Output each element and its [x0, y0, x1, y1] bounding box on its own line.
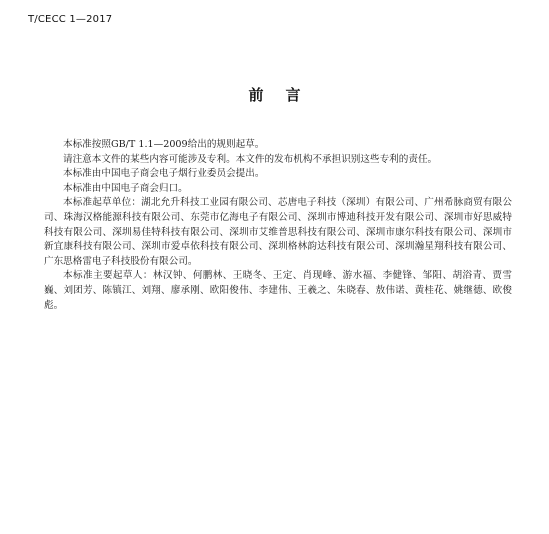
- paragraph-main-drafters: 本标准主要起草人：林汉钟、何鹏林、王晓冬、王定、肖现峰、游水福、李健锋、邹阳、胡浴青、贾雪巍、刘团芳、陈镇江、刘翔、廖承刚、欧阳俊伟、李建伟、王羲之、朱晓春、敖伟诺、黄桂花、姚继德、欧俊彪。: [44, 270, 512, 311]
- paragraph-patent-notice: 请注意本文件的某些内容可能涉及专利。本文件的发布机构不承担识别这些专利的责任。: [63, 153, 438, 165]
- paragraph-proposed-by: 本标准由中国电子商会电子烟行业委员会提出。: [63, 168, 265, 180]
- foreword-body: [44, 138, 512, 313]
- paragraph-drafting-rules: 本标准按照GB/T 1.1—2009给出的规则起草。: [63, 139, 265, 150]
- paragraph-drafting-organizations: 本标准起草单位：湖北允升科技工业园有限公司、芯唐电子科技（深圳）有限公司、广州希脉商贸有限公司、珠海汉格能源科技有限公司、东莞市亿海电子有限公司、深圳市博迪科技开发有限公司、深圳市好思威特科技有限公司、深圳易佳特科技有限公司、深圳市艾维普思科技有限公司、深圳市康尔科技有限公司、深圳市新宜康科技有限公司、深圳市爱卓依科技有限公司、深圳格林韵达科技有限公司、深圳瀚星翔科技有限公司、广东思格雷电子科技股份有限公司。: [44, 197, 512, 267]
- title-char-1: 前: [248, 86, 264, 104]
- paragraph-centralized-by: 本标准由中国电子商会归口。: [63, 182, 188, 194]
- document-code: T/CECC 1—2017: [28, 14, 113, 25]
- page-title: [0, 84, 549, 105]
- title-char-2: 言: [285, 86, 301, 104]
